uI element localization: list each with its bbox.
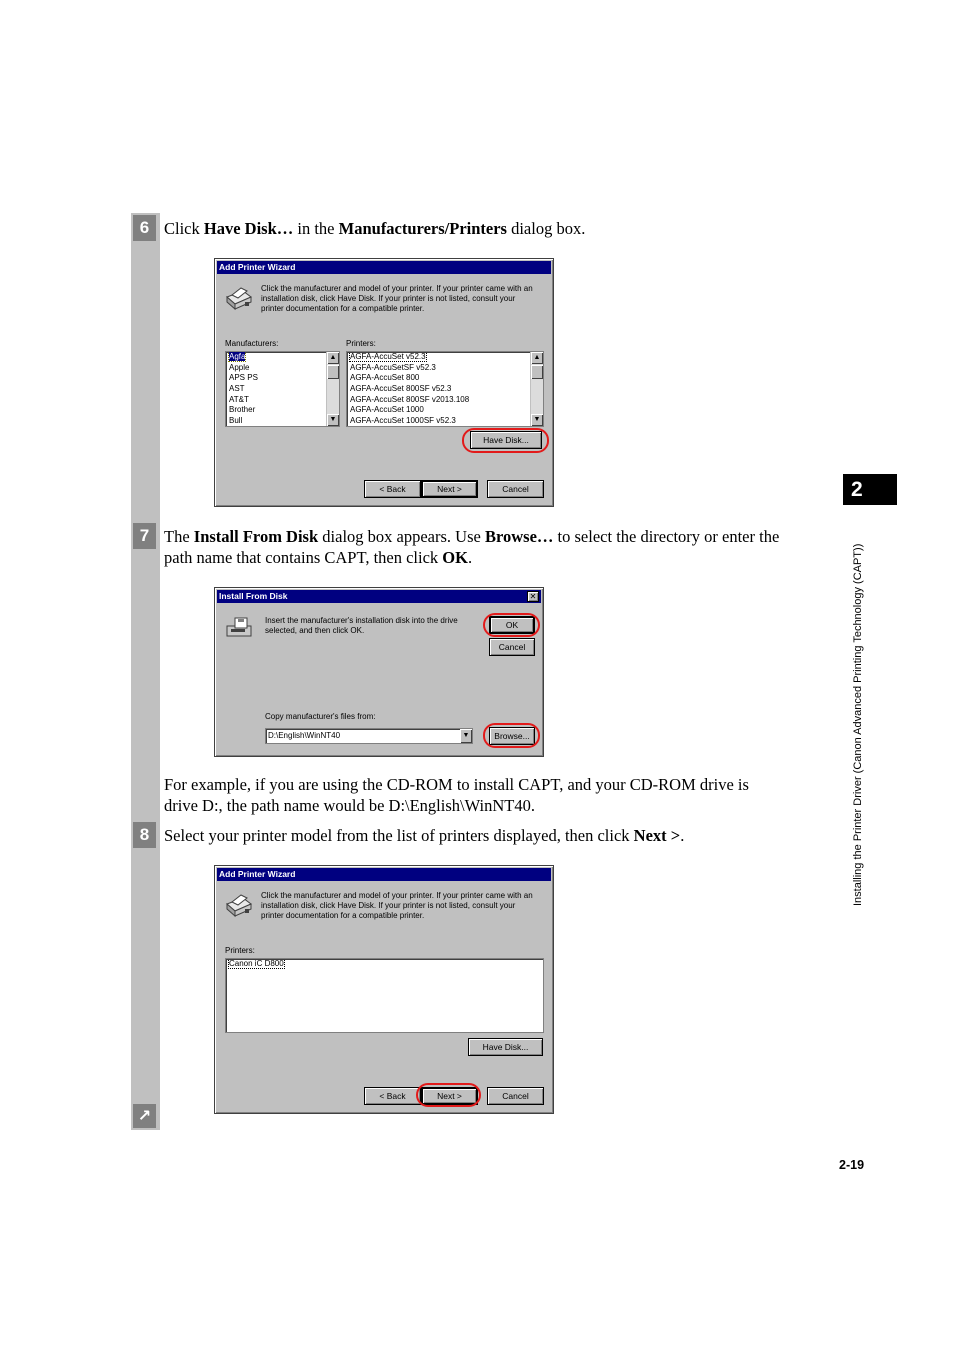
list-item[interactable]: APS PS [229, 373, 258, 383]
highlight-ring [416, 1083, 481, 1107]
list-item[interactable]: Apple [229, 362, 250, 372]
printer-icon [223, 892, 253, 918]
list-item[interactable]: Canon iC D800 [229, 959, 284, 968]
list-item[interactable]: AGFA-AccuSetSF v52.3 [350, 362, 436, 372]
scrollbar[interactable] [326, 352, 339, 426]
list-item[interactable]: AGFA-AccuSet 800SF v52.3 [350, 384, 452, 394]
instruction-line-1: Click the manufacturer and model of your printer. If your printer came with an [261, 284, 533, 293]
list-item[interactable]: AGFA-AccuSet v52.3 [350, 352, 426, 361]
scroll-thumb[interactable] [327, 365, 339, 379]
add-printer-wizard-dialog [214, 258, 554, 507]
step-number-7: 7 [133, 523, 156, 549]
instruction-line-2: selected, and then click OK. [265, 626, 365, 635]
browse-button[interactable]: Browse... [489, 727, 535, 745]
printers-label: Printers: [346, 339, 376, 348]
scroll-up-icon[interactable]: ▲ [531, 352, 543, 364]
cancel-button[interactable]: Cancel [487, 480, 544, 498]
dialog-title: Install From Disk [217, 590, 541, 603]
step-number-6: 6 [133, 215, 156, 241]
continue-arrow-icon: ↗ [133, 1104, 156, 1128]
list-item[interactable]: Bull [229, 416, 243, 426]
close-icon[interactable]: ✕ [527, 591, 539, 602]
chevron-down-icon[interactable]: ▼ [460, 729, 472, 743]
dialog-title: Add Printer Wizard [217, 868, 551, 881]
instruction-line-2: installation disk, click Have Disk. If your printer is not listed, consult your [261, 901, 516, 910]
highlight-ring [462, 428, 549, 453]
list-item[interactable]: AGFA-AccuSet 800 [350, 373, 420, 383]
copy-files-label: Copy manufacturer's files from: [265, 712, 376, 721]
highlight-ring [483, 723, 540, 748]
list-item[interactable]: Agfa [229, 352, 246, 361]
disk-drive-icon [225, 616, 255, 640]
cancel-button[interactable]: Cancel [487, 1087, 544, 1105]
page-number: 2-19 [839, 1158, 865, 1172]
list-item[interactable]: AGFA-AccuSet 1000 [350, 405, 424, 415]
step-8-text: Select your printer model from the list of printers displayed, then click Next >. [164, 826, 685, 845]
install-from-disk-dialog [214, 587, 544, 757]
chapter-tab: 2 [843, 474, 897, 505]
dialog-title: Add Printer Wizard [217, 261, 551, 274]
list-item[interactable]: AST [229, 384, 245, 394]
example-text-line-2: drive D:, the path name would be D:\English\WinNT40. [164, 796, 535, 815]
scroll-thumb[interactable] [531, 365, 543, 379]
scrollbar[interactable] [530, 352, 543, 426]
step-6-text: Click Have Disk… in the Manufacturers/Printers dialog box. [164, 219, 586, 238]
printers-list[interactable] [346, 351, 544, 427]
back-button[interactable]: < Back [364, 480, 421, 498]
step-7-text-line-1: The Install From Disk dialog box appears. Use Browse… to select the directory or enter the [164, 527, 780, 546]
instruction-line-3: printer documentation for a compatible printer. [261, 911, 425, 920]
instruction-line-1: Click the manufacturer and model of your printer. If your printer came with an [261, 891, 533, 900]
printer-icon [223, 285, 253, 311]
scroll-down-icon[interactable]: ▼ [327, 414, 339, 426]
list-item[interactable]: AGFA-AccuSet 1000SF v52.3 [350, 416, 456, 426]
add-printer-wizard-dialog-2 [214, 865, 554, 1114]
instruction-line-1: Insert the manufacturer's installation disk into the drive [265, 616, 458, 625]
list-item[interactable]: Brother [229, 405, 256, 415]
scroll-up-icon[interactable]: ▲ [327, 352, 339, 364]
instruction-line-2: installation disk, click Have Disk. If your printer is not listed, consult your [261, 294, 516, 303]
next-button[interactable]: Next > [421, 1087, 478, 1105]
highlight-ring [483, 613, 540, 637]
printers-label: Printers: [225, 946, 255, 955]
step-7-text-line-2: path name that contains CAPT, then click OK. [164, 548, 473, 567]
step-number-8: 8 [133, 822, 156, 848]
example-text-line-1: For example, if you are using the CD-ROM to install CAPT, and your CD-ROM drive is [164, 775, 749, 794]
scroll-down-icon[interactable]: ▼ [531, 414, 543, 426]
step-sidebar [131, 213, 160, 1130]
back-button[interactable]: < Back [364, 1087, 421, 1105]
chapter-title: Installing the Printer Driver (Canon Advanced Printing Technology (CAPT)) [852, 543, 864, 906]
list-item[interactable]: AGFA-AccuSet 800SF v2013.108 [350, 394, 470, 404]
have-disk-button[interactable]: Have Disk... [468, 1038, 543, 1056]
have-disk-button[interactable]: Have Disk... [470, 431, 542, 449]
manufacturers-list[interactable] [225, 351, 340, 427]
next-button[interactable]: Next > [421, 480, 478, 498]
manufacturers-label: Manufacturers: [225, 339, 279, 348]
list-item[interactable]: AT&T [229, 394, 249, 404]
ok-button[interactable]: OK [489, 616, 535, 634]
instruction-line-3: printer documentation for a compatible printer. [261, 304, 425, 313]
cancel-button[interactable]: Cancel [489, 638, 535, 656]
path-input[interactable]: D:\English\WinNT40 ▼ [265, 728, 473, 744]
printers-list[interactable] [225, 958, 544, 1033]
